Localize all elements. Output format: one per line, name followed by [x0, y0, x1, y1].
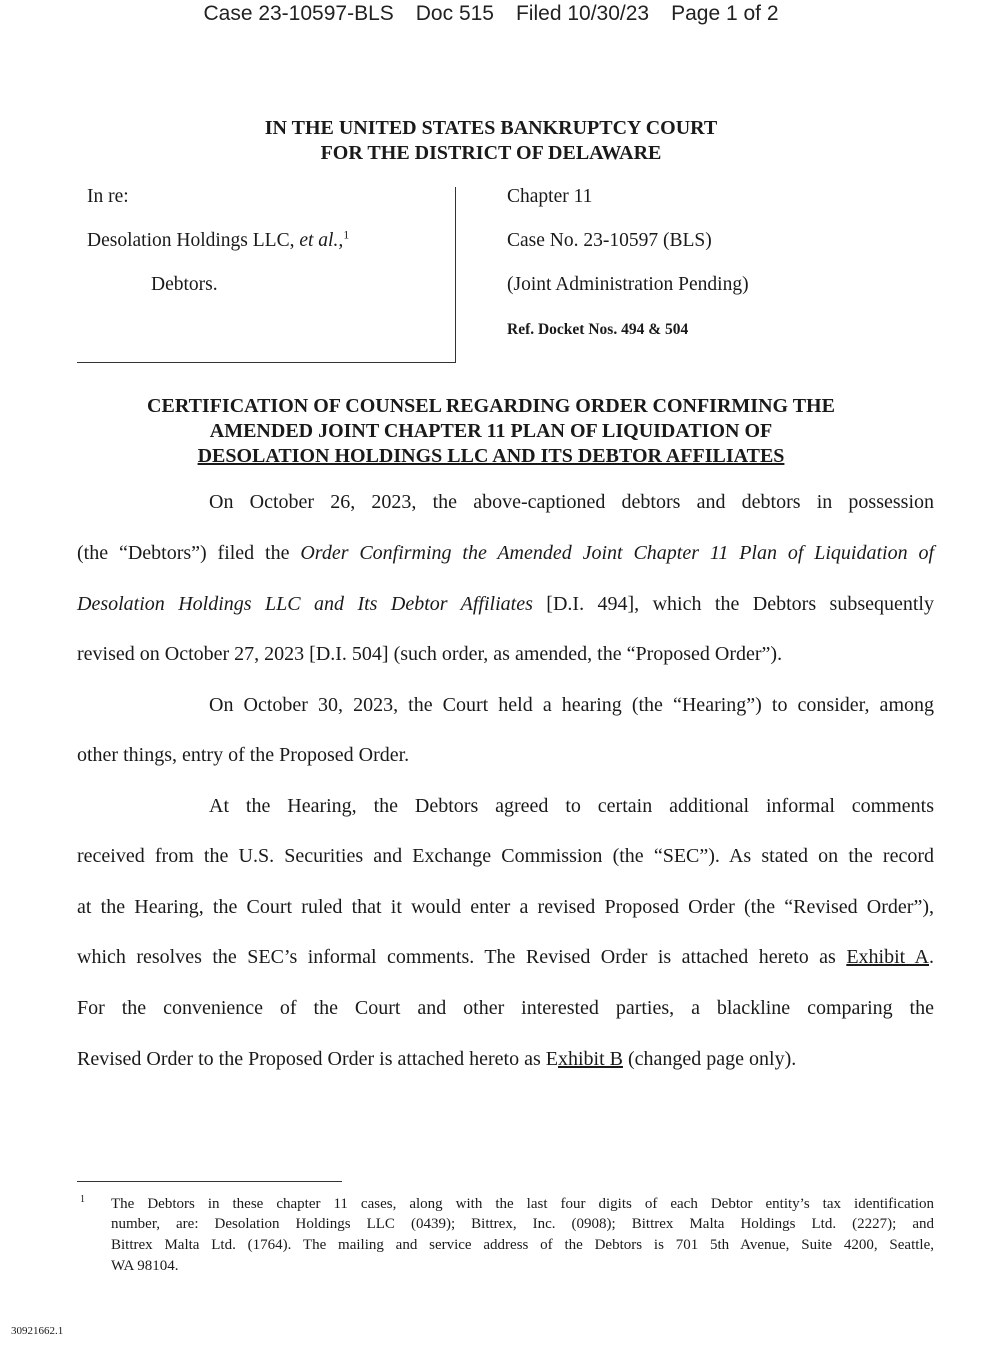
footnote-line-1: The Debtors in these chapter 11 cases, along with the last four digits of each Debtor entity’s tax identification: [111, 1196, 934, 1212]
caption-chapter: Chapter 11: [507, 186, 593, 207]
caption-case-number: Case No. 23-10597 (BLS): [507, 230, 712, 251]
paragraph-2-line-1: On October 30, 2023, the Court held a hearing (the “Hearing”) to consider, among: [209, 694, 934, 716]
stamp-filed-date: Filed 10/30/23: [515, 2, 650, 25]
document-title-line-1: CERTIFICATION OF COUNSEL REGARDING ORDER CONFIRMING THE: [147, 395, 835, 417]
caption-debtors-label: Debtors.: [151, 274, 218, 295]
paragraph-1-line-2: (the “Debtors”) filed the Order Confirming the Amended Joint Chapter 11 Plan of Liquidation of: [77, 542, 934, 564]
document-title: [0, 394, 982, 469]
exhibit-a-reference: Exhibit A: [846, 946, 929, 968]
order-title-italic: Order Confirming the Amended Joint Chapter 11 Plan of Liquidation of: [300, 542, 934, 564]
court-heading-line-1: IN THE UNITED STATES BANKRUPTCY COURT: [264, 117, 718, 139]
paragraph-3-line-6: Revised Order to the Proposed Order is attached hereto as Exhibit B (changed page only).: [77, 1048, 797, 1070]
footnote-line-2: number, are: Desolation Holdings LLC (0439); Bittrex, Inc. (0908); Bittrex Malta Holdings Ltd. (2227); and: [111, 1216, 934, 1232]
court-heading-line-2: FOR THE DISTRICT OF DELAWARE: [320, 142, 662, 164]
paragraph-3-line-1: At the Hearing, the Debtors agreed to certain additional informal comments: [209, 795, 934, 817]
filing-stamp-header: [0, 2, 982, 26]
caption-vertical-rule: [455, 187, 456, 363]
caption-debtor-name: Desolation Holdings LLC, et al.,$^1$: [87, 227, 350, 251]
caption-in-re: In re:: [87, 186, 129, 207]
caption-joint-administration: (Joint Administration Pending): [507, 274, 749, 295]
paragraph-3-line-4: which resolves the SEC’s informal comments. The Revised Order is attached hereto as Exhibit A.: [77, 946, 934, 968]
caption-et-al: et al.,: [299, 230, 344, 251]
paragraph-3-line-5: For the convenience of the Court and other interested parties, a blackline comparing the: [77, 997, 934, 1019]
paragraph-1-line-1: On October 26, 2023, the above-captioned debtors and debtors in possession: [209, 491, 934, 513]
footnote-line-3: Bittrex Malta Ltd. (1764). The mailing and service address of the Debtors is 701 5th Avenue, Suite 4200, Seattle,: [111, 1237, 934, 1253]
footnote-rule: [77, 1181, 342, 1182]
footnote-number: 1: [80, 1194, 85, 1205]
paragraph-2-line-2: other things, entry of the Proposed Order.: [77, 744, 410, 766]
paragraph-3-line-2: received from the U.S. Securities and Exchange Commission (the “SEC”). As stated on the record: [77, 845, 934, 867]
document-title-line-2: AMENDED JOINT CHAPTER 11 PLAN OF LIQUIDATION OF: [209, 420, 773, 442]
paragraph-3-line-3: at the Hearing, the Court ruled that it would enter a revised Proposed Order (the “Revised Order”),: [77, 896, 934, 918]
caption-ref-docket: Ref. Docket Nos. 494 & 504: [507, 321, 689, 338]
stamp-page-count: Page 1 of 2: [671, 2, 779, 25]
footnote-reference: 1: [343, 227, 350, 242]
order-title-italic-cont: Desolation Holdings LLC and Its Debtor Affiliates: [77, 593, 533, 615]
document-title-line-3: DESOLATION HOLDINGS LLC AND ITS DEBTOR AFFILIATES: [197, 445, 785, 467]
paragraph-1-line-3: Desolation Holdings LLC and Its Debtor Affiliates [D.I. 494], which the Debtors subsequently: [77, 593, 934, 615]
court-heading: [0, 116, 982, 166]
stamp-case-number: Case 23-10597-BLS: [203, 2, 394, 25]
exhibit-b-reference: xhibit B: [557, 1048, 623, 1070]
stamp-doc-number: Doc 515: [415, 2, 494, 25]
document-id: 30921662.1: [11, 1325, 64, 1337]
footnote-line-4: WA 98104.: [111, 1258, 179, 1274]
paragraph-1-line-4: revised on October 27, 2023 [D.I. 504] (such order, as amended, the “Proposed Order”).: [77, 643, 783, 665]
caption-horizontal-rule: [77, 362, 456, 363]
